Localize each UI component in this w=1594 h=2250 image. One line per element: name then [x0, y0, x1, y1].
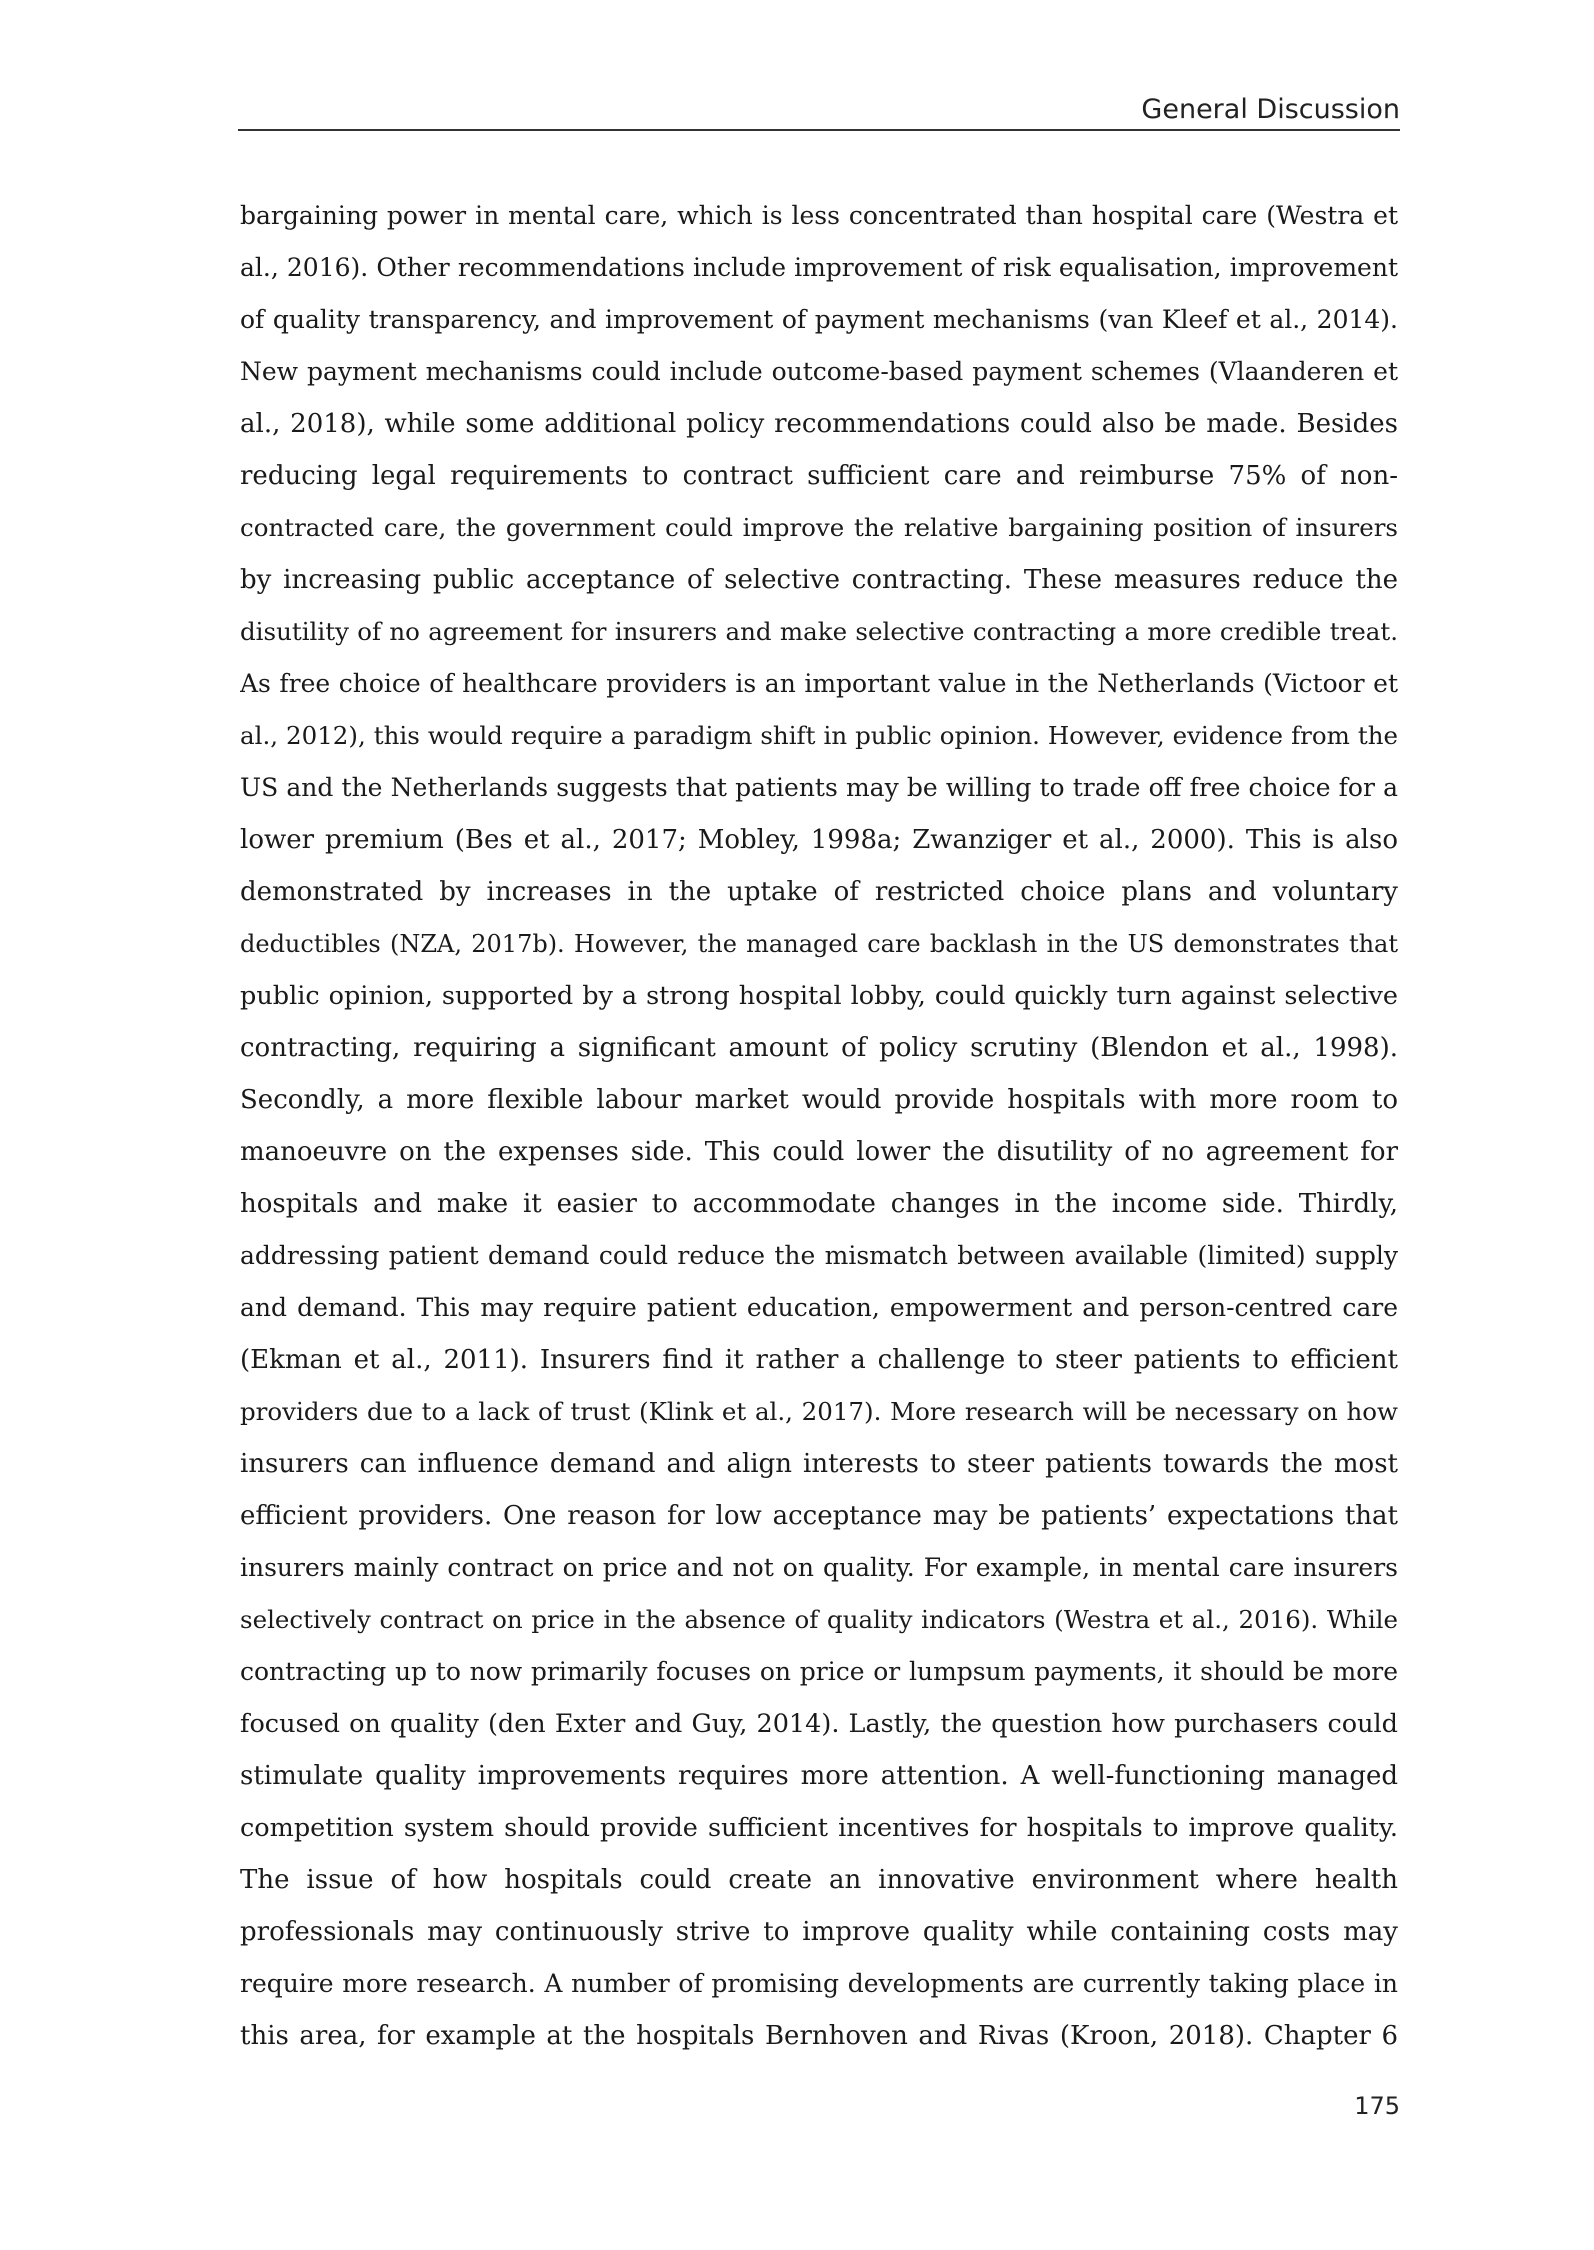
text-line: public opinion, supported by a strong hospital lobby, could quickly turn against selective [240, 981, 1398, 1011]
text-line: lower premium (Bes et al., 2017; Mobley, 1998a; Zwanziger et al., 2000). This is also [240, 825, 1398, 855]
text-line: addressing patient demand could reduce the mismatch between available (limited) supply [240, 1241, 1398, 1270]
text-line: focused on quality (den Exter and Guy, 2014). Lastly, the question how purchasers could [240, 1709, 1398, 1739]
text-line: selectively contract on price in the absence of quality indicators (Westra et al., 2016). While [240, 1605, 1398, 1634]
text-line: al., 2016). Other recommendations include improvement of risk equalisation, improvement [240, 253, 1398, 282]
text-line: competition system should provide sufficient incentives for hospitals to improve quality. [240, 1813, 1398, 1843]
text-line: bargaining power in mental care, which is less concentrated than hospital care (Westra et [240, 201, 1398, 230]
body-paragraph [240, 190, 1398, 2062]
header-rule [238, 129, 1400, 131]
text-line: insurers mainly contract on price and not on quality. For example, in mental care insurers [240, 1553, 1398, 1582]
text-line: contracting, requiring a significant amount of policy scrutiny (Blendon et al., 1998). [240, 1033, 1398, 1063]
text-line: New payment mechanisms could include outcome-based payment schemes (Vlaanderen et [240, 357, 1398, 386]
text-line: hospitals and make it easier to accommodate changes in the income side. Thirdly, [240, 1189, 1398, 1219]
text-line: require more research. A number of promising developments are currently taking place in [240, 1969, 1398, 1998]
text-line: insurers can influence demand and align interests to steer patients towards the most [240, 1449, 1398, 1479]
text-line: demonstrated by increases in the uptake of restricted choice plans and voluntary [240, 877, 1398, 907]
text-line: providers due to a lack of trust (Klink et al., 2017). More research will be necessary on how [240, 1397, 1398, 1426]
text-line: US and the Netherlands suggests that patients may be willing to trade off free choice for a [240, 773, 1398, 802]
text-line: professionals may continuously strive to improve quality while containing costs may [240, 1917, 1398, 1947]
text-line: manoeuvre on the expenses side. This could lower the disutility of no agreement for [240, 1137, 1398, 1167]
text-line: and demand. This may require patient education, empowerment and person-centred care [240, 1293, 1398, 1322]
running-header: General Discussion [1141, 94, 1400, 125]
text-line: al., 2018), while some additional policy recommendations could also be made. Besides [240, 409, 1398, 439]
text-line: contracted care, the government could improve the relative bargaining position of insurers [240, 513, 1398, 542]
text-line: As free choice of healthcare providers is an important value in the Netherlands (Victoor et [240, 669, 1398, 698]
text-line: al., 2012), this would require a paradigm shift in public opinion. However, evidence from the [240, 721, 1398, 750]
text-line: by increasing public acceptance of selective contracting. These measures reduce the [240, 565, 1398, 595]
text-line: of quality transparency, and improvement of payment mechanisms (van Kleef et al., 2014). [240, 305, 1398, 334]
text-line: disutility of no agreement for insurers and make selective contracting a more credible treat. [240, 617, 1398, 646]
text-line: this area, for example at the hospitals Bernhoven and Rivas (Kroon, 2018). Chapter 6 [240, 2021, 1398, 2051]
text-line: Secondly, a more flexible labour market would provide hospitals with more room to [240, 1085, 1398, 1115]
text-line: stimulate quality improvements requires more attention. A well-functioning managed [240, 1761, 1398, 1791]
text-line: reducing legal requirements to contract sufficient care and reimburse 75% of non- [240, 461, 1398, 491]
text-line: contracting up to now primarily focuses on price or lumpsum payments, it should be more [240, 1657, 1398, 1686]
page-number: 175 [1354, 2092, 1400, 2120]
text-line: The issue of how hospitals could create an innovative environment where health [240, 1865, 1398, 1895]
text-line: deductibles (NZA, 2017b). However, the managed care backlash in the US demonstrates that [240, 930, 1398, 958]
text-line: (Ekman et al., 2011). Insurers find it rather a challenge to steer patients to efficient [240, 1345, 1398, 1375]
text-line: efficient providers. One reason for low acceptance may be patients’ expectations that [240, 1501, 1398, 1531]
